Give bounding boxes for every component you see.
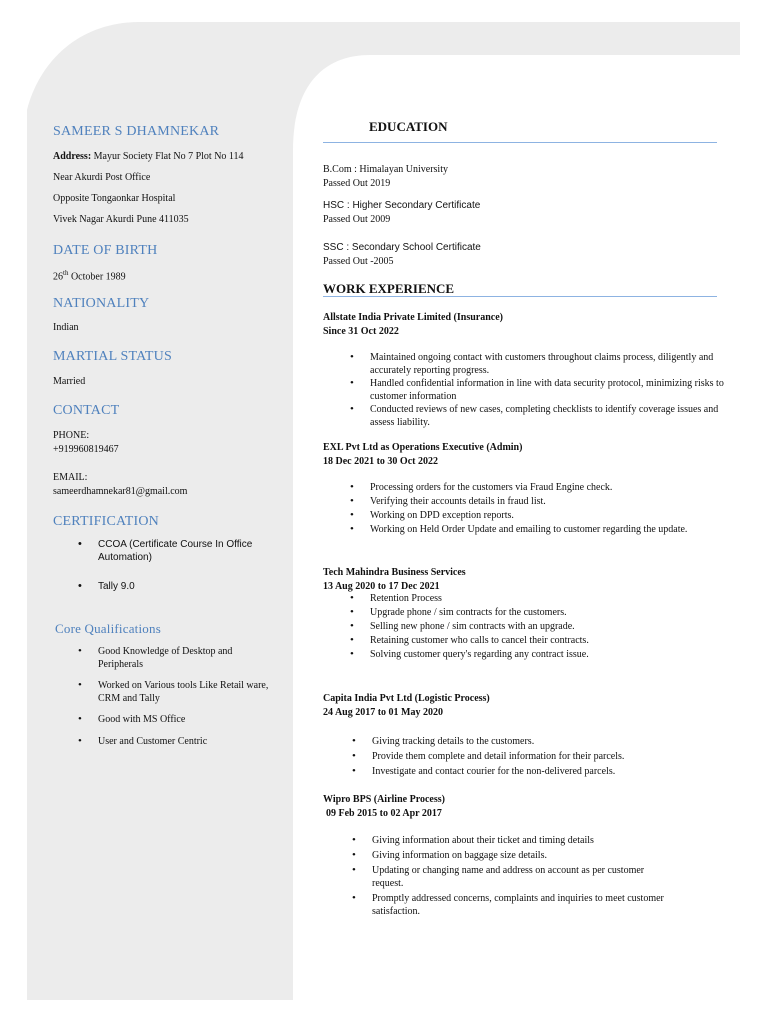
job-header xyxy=(323,692,733,720)
job-company: Tech Mahindra Business Services xyxy=(323,567,466,578)
list-item: • Selling new phone / sim contracts with an upgrade. xyxy=(350,620,695,633)
job-period: 13 Aug 2020 to 17 Dec 2021 xyxy=(323,581,440,592)
education-rule xyxy=(323,142,717,143)
list-item: • Updating or changing name and address on account as per customer request. xyxy=(352,864,672,890)
job-bullets xyxy=(350,592,695,661)
core-list xyxy=(78,645,278,748)
job-bullets xyxy=(350,351,725,429)
job-period: 18 Dec 2021 to 30 Oct 2022 xyxy=(323,456,438,467)
education-title: SSC : Secondary School Certificate xyxy=(323,242,481,253)
dob-value: 26th October 1989 xyxy=(53,269,126,283)
education-entry xyxy=(323,199,733,227)
certification-heading: CERTIFICATION xyxy=(53,514,159,529)
certification-list xyxy=(78,538,278,593)
list-item: • Retaining customer who calls to cancel their contracts. xyxy=(350,634,695,647)
list-item: • Provide them complete and detail information for their parcels. xyxy=(352,750,697,763)
contact-heading: CONTACT xyxy=(53,403,120,418)
address-label: Address: xyxy=(53,151,92,162)
job-header xyxy=(323,441,733,469)
list-item: • Maintained ongoing contact with customers throughout claims process, diligently and accurately reporting progress. xyxy=(350,351,725,377)
address-line-1: Mayur Society Flat No 7 Plot No 114 xyxy=(93,151,244,162)
education-sub: Passed Out -2005 xyxy=(323,256,394,267)
address-block xyxy=(53,150,288,227)
education-heading: EDUCATION xyxy=(369,119,448,134)
core-heading: Core Qualifications xyxy=(55,621,161,636)
work-rule xyxy=(323,296,717,297)
email-value: sameerdhamnekar81@gmail.com xyxy=(53,486,188,497)
list-item: • Working on DPD exception reports. xyxy=(350,509,695,522)
list-item: • CCOA (Certificate Course In Office Automation) xyxy=(78,538,278,564)
list-item: • Giving tracking details to the customers. xyxy=(352,735,697,748)
job-company: Capita India Pvt Ltd (Logistic Process) xyxy=(323,693,490,704)
education-sub: Passed Out 2009 xyxy=(323,214,391,225)
list-item: • Conducted reviews of new cases, completing checklists to identify coverage issues and assess liability. xyxy=(350,403,725,429)
list-item: • Handled confidential information in line with data security protocol, minimizing risks to customer information xyxy=(350,377,725,403)
candidate-name: SAMEER S DHAMNEKAR xyxy=(53,124,220,139)
list-item: • Tally 9.0 xyxy=(78,580,278,593)
education-title: B.Com : Himalayan University xyxy=(323,164,448,175)
job-header xyxy=(323,793,733,821)
list-item: • Upgrade phone / sim contracts for the customers. xyxy=(350,606,695,619)
dob-heading: DATE OF BIRTH xyxy=(53,243,158,258)
job-bullets xyxy=(352,735,697,778)
email-label: EMAIL: xyxy=(53,472,88,483)
list-item: • Retention Process xyxy=(350,592,695,605)
list-item: • Verifying their accounts details in fraud list. xyxy=(350,495,695,508)
job-header xyxy=(323,566,733,594)
job-period: 09 Feb 2015 to 02 Apr 2017 xyxy=(326,808,442,819)
list-item: • Promptly addressed concerns, complaints and inquiries to meet customer satisfaction. xyxy=(352,892,672,918)
job-period: Since 31 Oct 2022 xyxy=(323,326,399,337)
education-sub: Passed Out 2019 xyxy=(323,178,391,189)
education-entry xyxy=(323,163,733,191)
phone-value: +919960819467 xyxy=(53,444,119,455)
list-item: • Working on Held Order Update and emailing to customer regarding the update. xyxy=(350,523,695,536)
job-header xyxy=(323,311,733,339)
job-period: 24 Aug 2017 to 01 May 2020 xyxy=(323,707,443,718)
list-item: • Solving customer query's regarding any contract issue. xyxy=(350,648,695,661)
job-bullets xyxy=(352,834,672,918)
education-title: HSC : Higher Secondary Certificate xyxy=(323,200,481,211)
nationality-value: Indian xyxy=(53,322,79,333)
address-line-2: Near Akurdi Post Office xyxy=(53,172,151,183)
list-item: • Investigate and contact courier for the non-delivered parcels. xyxy=(352,765,697,778)
address-line-4: Vivek Nagar Akurdi Pune 411035 xyxy=(53,214,189,225)
job-company: Allstate India Private Limited (Insurance) xyxy=(323,312,503,323)
list-item: • Giving information on baggage size details. xyxy=(352,849,672,862)
list-item: • User and Customer Centric xyxy=(78,735,278,748)
work-heading: WORK EXPERIENCE xyxy=(323,281,455,296)
marital-heading: MARTIAL STATUS xyxy=(53,349,172,364)
education-entry xyxy=(323,241,733,269)
marital-value: Married xyxy=(53,376,86,387)
job-bullets xyxy=(350,481,695,536)
list-item: • Good with MS Office xyxy=(78,713,278,726)
nationality-heading: NATIONALITY xyxy=(53,296,150,311)
contact-block xyxy=(53,429,187,499)
job-company: EXL Pvt Ltd as Operations Executive (Admin) xyxy=(323,442,523,453)
list-item: • Worked on Various tools Like Retail ware, CRM and Tally xyxy=(78,679,278,705)
job-company: Wipro BPS (Airline Process) xyxy=(323,794,445,805)
list-item: • Good Knowledge of Desktop and Peripherals xyxy=(78,645,278,671)
list-item: • Processing orders for the customers via Fraud Engine check. xyxy=(350,481,695,494)
address-line-3: Opposite Tongaonkar Hospital xyxy=(53,193,176,204)
phone-label: PHONE: xyxy=(53,430,90,441)
list-item: • Giving information about their ticket and timing details xyxy=(352,834,672,847)
